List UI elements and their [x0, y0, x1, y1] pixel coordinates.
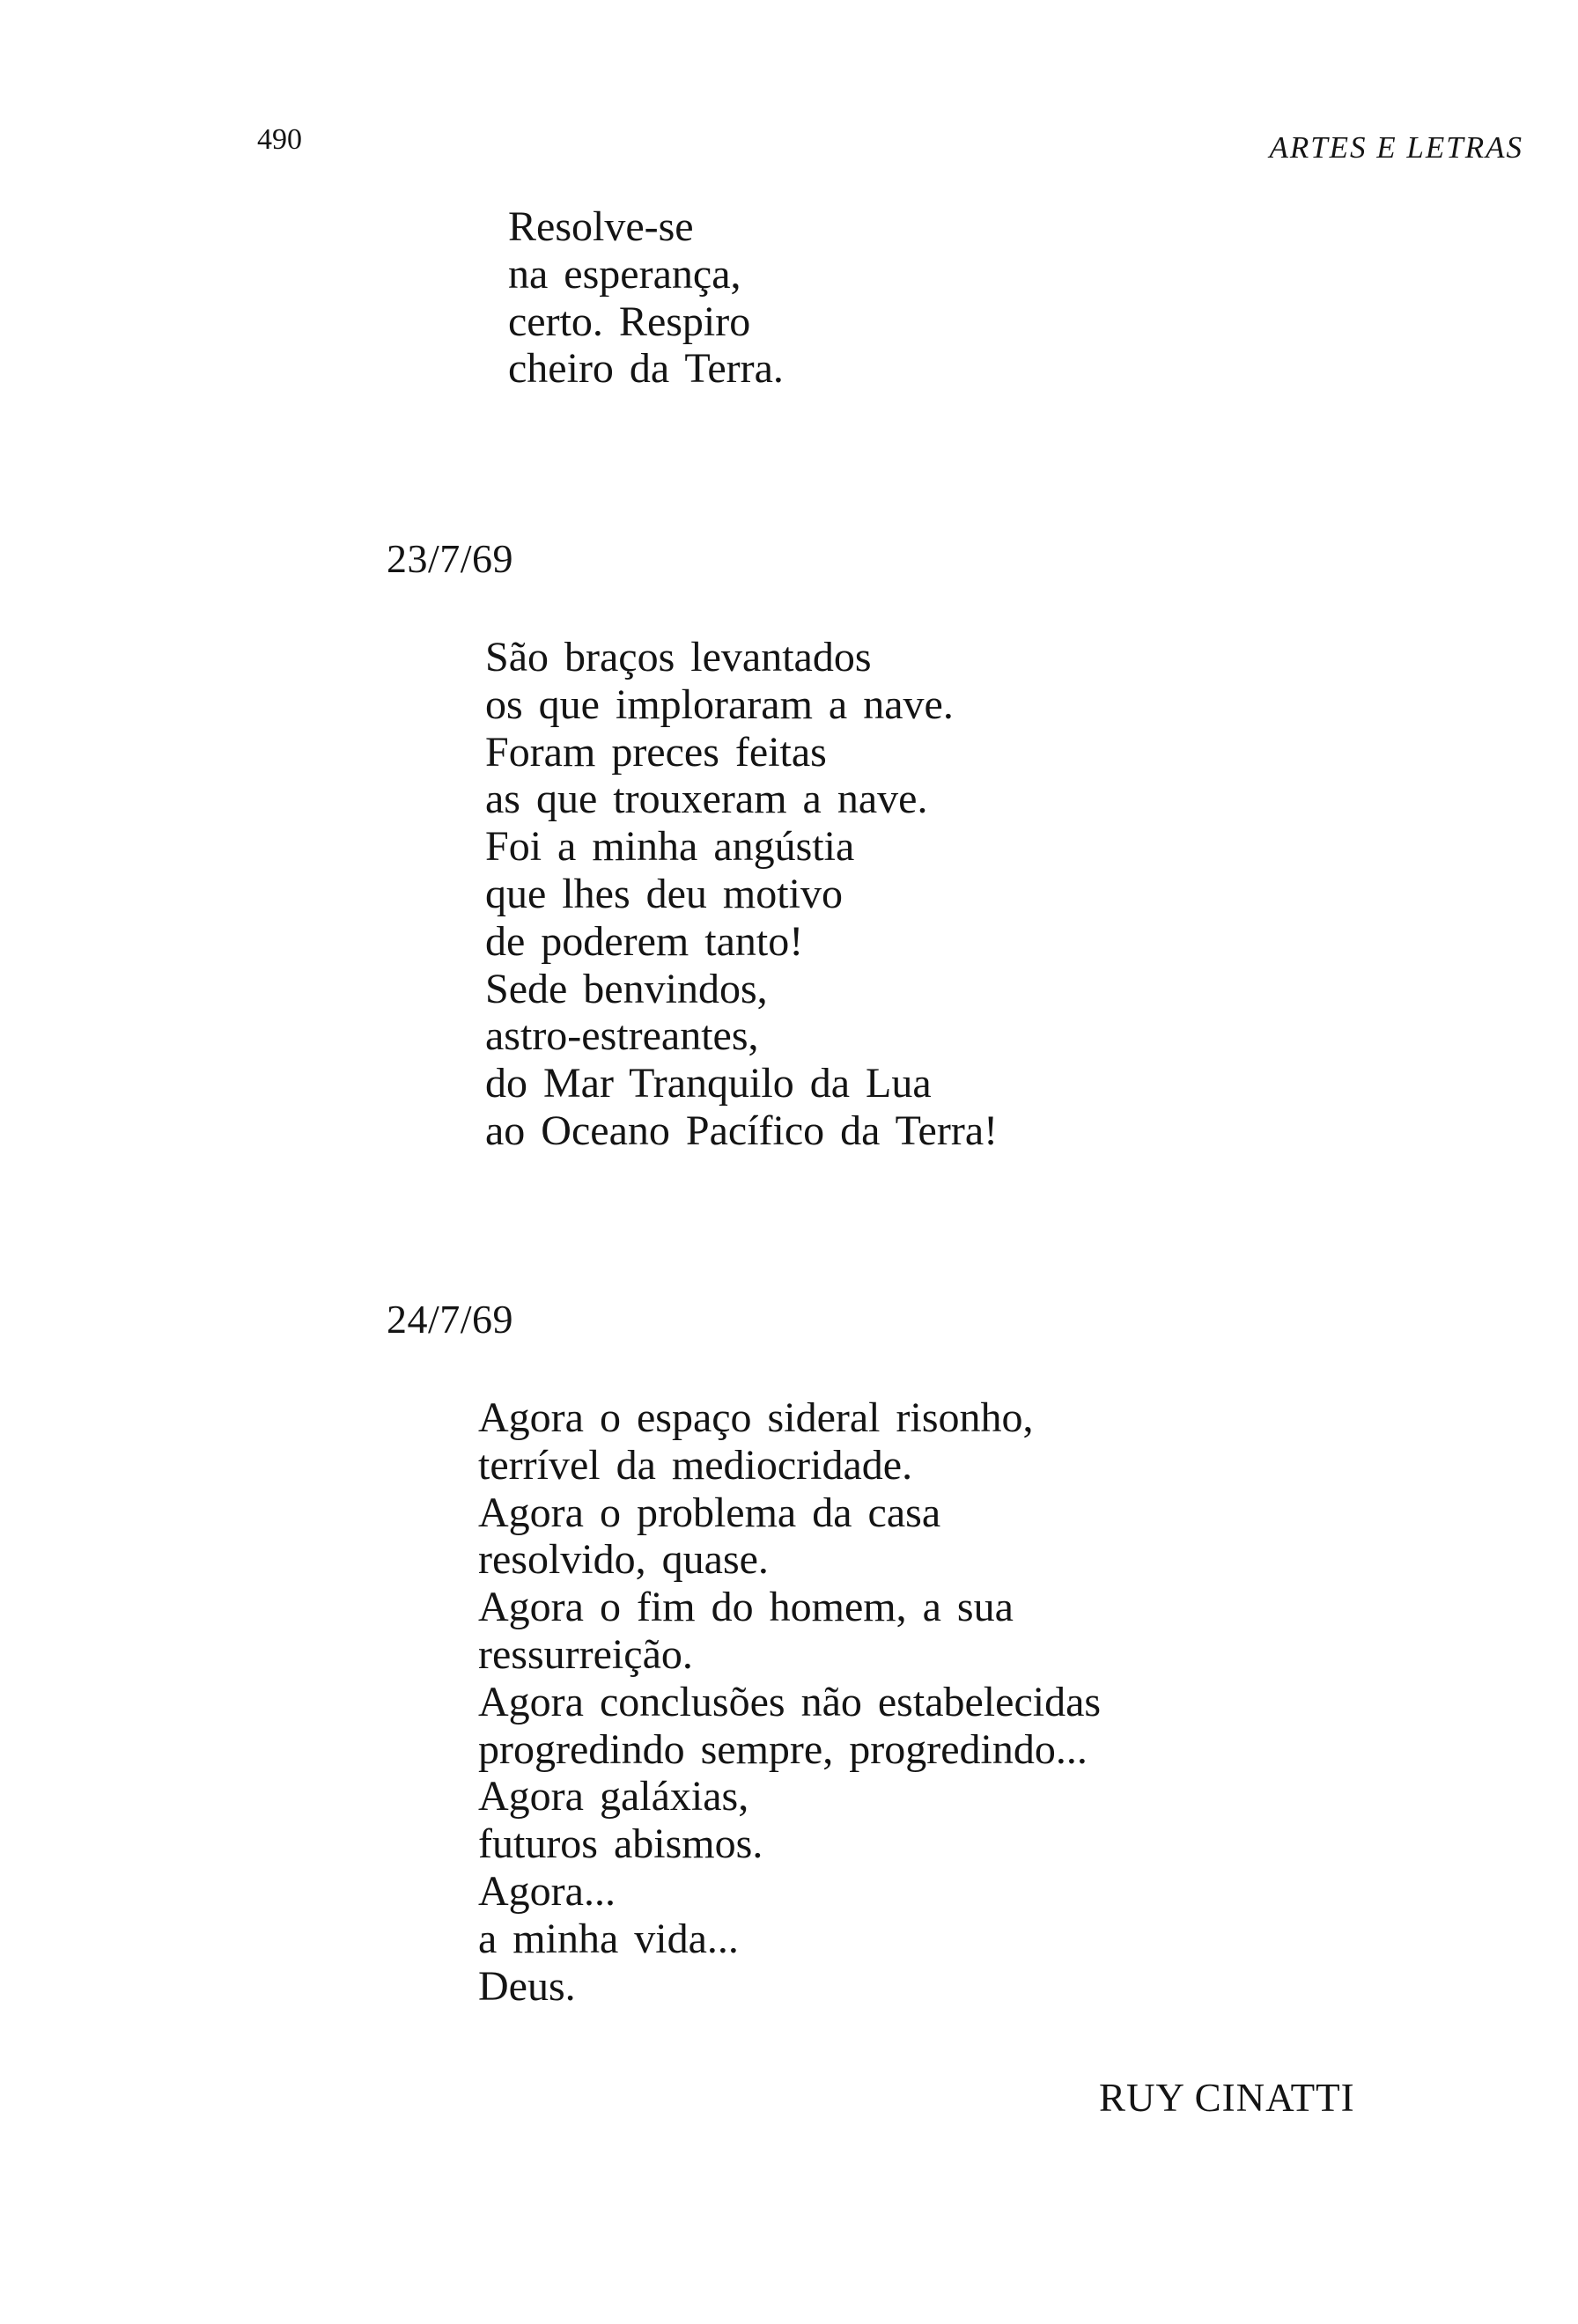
entry-date-heading: 23/7/69 [387, 536, 514, 581]
poem-line: as que trouxeram a nave. [485, 776, 928, 823]
poem-line: Agora o problema da casa [478, 1489, 941, 1536]
poem-line: a minha vida... [478, 1915, 739, 1962]
poem-line: na esperança, [508, 250, 741, 298]
entry-date-heading: 24/7/69 [387, 1297, 514, 1342]
opening-stanza [508, 203, 784, 393]
poem-line: cheiro da Terra. [508, 345, 784, 393]
author-signature: RUY CINATTI [1099, 2076, 1355, 2120]
page-number: 490 [257, 123, 302, 156]
poem-line: ao Oceano Pacífico da Terra! [485, 1107, 999, 1154]
poem-line: resolvido, quase. [478, 1536, 769, 1584]
poem-line: do Mar Tranquilo da Lua [485, 1060, 932, 1107]
poem-line: os que imploraram a nave. [485, 680, 954, 728]
poem-line: Agora galáxias, [478, 1773, 749, 1820]
poem-line: que lhes deu motivo [485, 870, 843, 917]
poem-line: Agora o espaço sideral risonho, [478, 1394, 1034, 1441]
poem-line: certo. Respiro [508, 298, 751, 345]
entry-stanza [485, 634, 998, 1155]
poem-line: futuros abismos. [478, 1820, 763, 1868]
poem-line: Foram preces feitas [485, 728, 827, 776]
entry-stanza [478, 1394, 1101, 2010]
poem-line: progredindo sempre, progredindo... [478, 1725, 1088, 1773]
poem-line: Agora conclusões não estabelecidas [478, 1678, 1102, 1725]
poem-line: astro-estreantes, [485, 1012, 759, 1060]
poem-line: Foi a minha angústia [485, 823, 855, 871]
poem-line: Agora o fim do homem, a sua [478, 1584, 1014, 1631]
poem-line: Resolve-se [508, 203, 694, 250]
running-title: ARTES E LETRAS [1269, 130, 1523, 165]
poem-line: ressurreição. [478, 1630, 693, 1678]
poem-line: Sede benvindos, [485, 965, 768, 1012]
poem-line: terrível da mediocridade. [478, 1441, 913, 1489]
poem-line: Deus. [478, 1962, 576, 2010]
poem-line: Agora... [478, 1867, 616, 1915]
poem-line: São braços levantados [485, 634, 872, 680]
poem-line: de poderem tanto! [485, 917, 804, 965]
